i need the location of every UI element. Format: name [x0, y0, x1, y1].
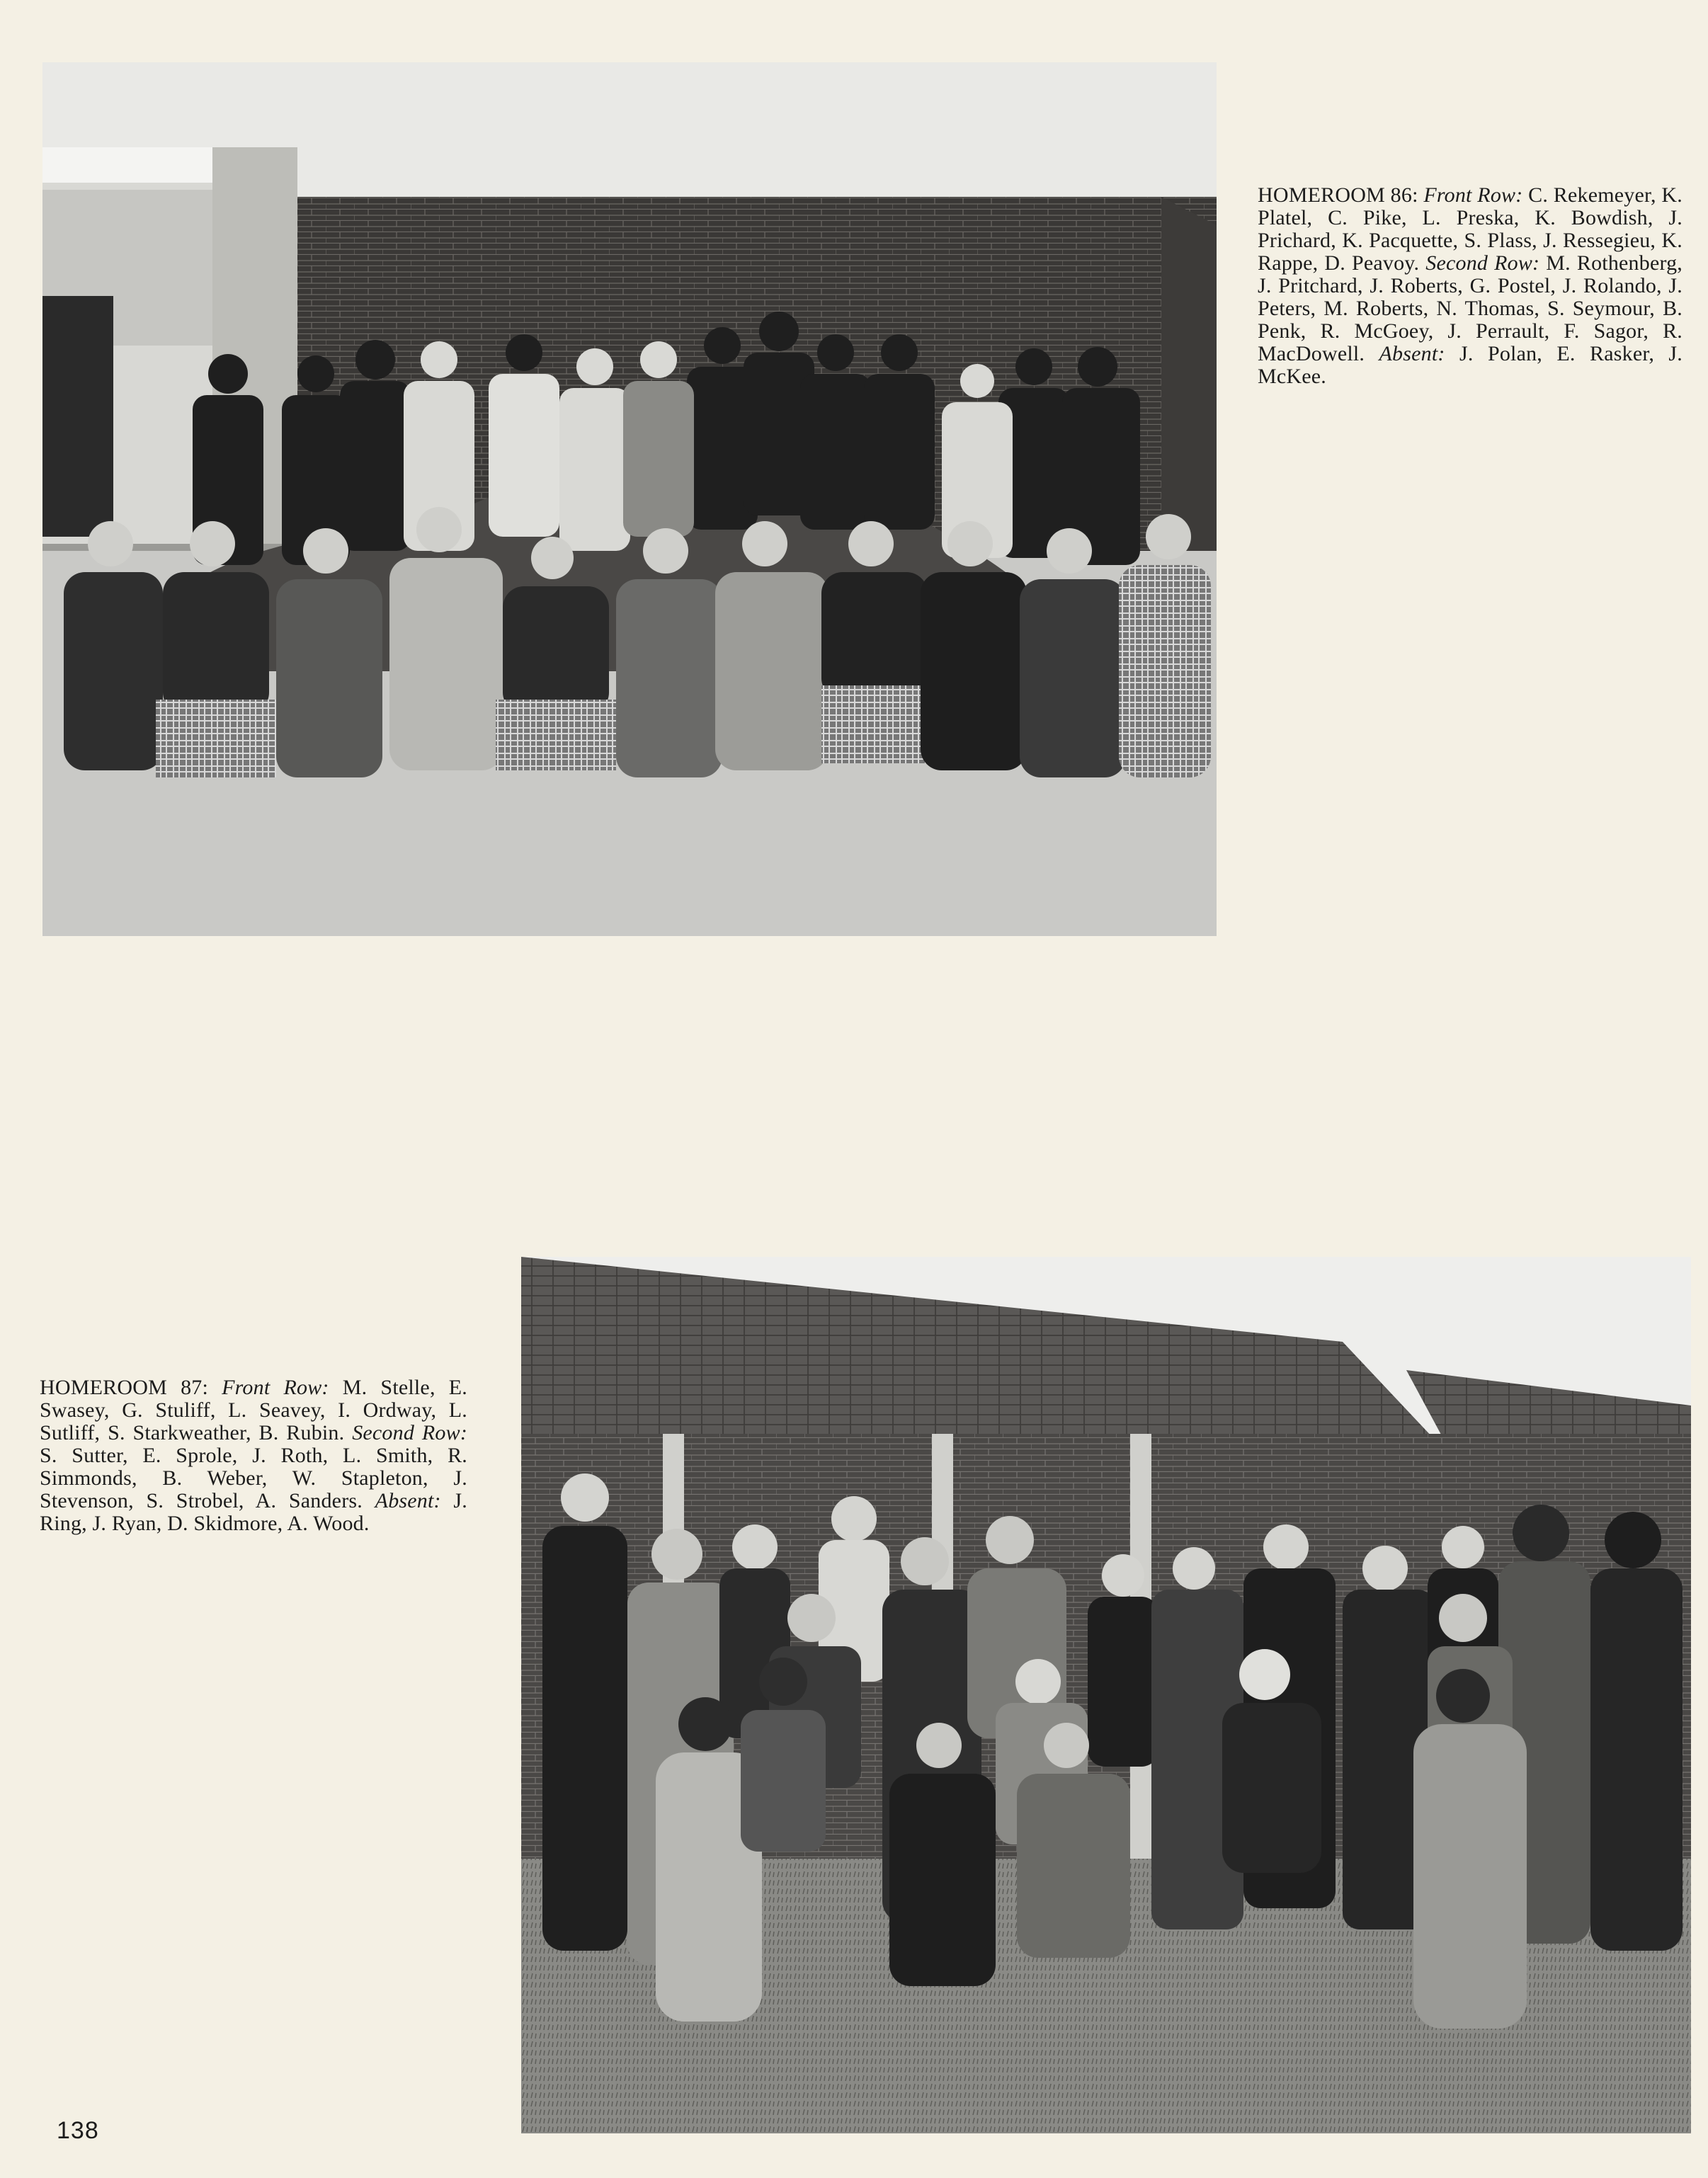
homeroom-87-caption — [40, 1376, 467, 1535]
homeroom-86-photo — [42, 62, 1217, 936]
front-row-label: Front Row: — [222, 1376, 329, 1399]
absent-names: J. Ring, J. Ryan, D. Skidmore, A. Wood. — [40, 1489, 467, 1535]
second-row-label: Second Row: — [1425, 251, 1540, 275]
homeroom-87-photo-art — [521, 1257, 1691, 2133]
second-row-names: S. Sutter, E. Sprole, J. Roth, L. Smith, R. Simmonds, B. Weber, W. Stapleton, J. Stevenson, S. Strobel, A. Sanders. — [40, 1444, 467, 1512]
front-row-names: C. Rekemeyer, K. Platel, C. Pike, L. Preska, K. Bowdish, J. Prichard, K. Pacquette, S. Plass, J. Ressegieu, K. Rappe, D. Peavoy. — [1258, 183, 1683, 275]
second-row-label: Second Row: — [352, 1421, 468, 1444]
absent-names: J. Polan, E. Rasker, J. McKee. — [1258, 342, 1683, 388]
homeroom-87-photo — [521, 1257, 1691, 2133]
homeroom-86-photo-art — [42, 62, 1217, 936]
absent-label: Absent: — [1379, 342, 1445, 365]
caption-heading: HOMEROOM 86: — [1258, 183, 1418, 207]
homeroom-86-caption — [1258, 184, 1683, 388]
second-row-names: M. Rothenberg, J. Pritchard, J. Roberts, G. Postel, J. Rolando, J. Peters, M. Roberts, N. Thomas, S. Seymour, B. Penk, R. McGoey, J. Perrault, F. Sagor, R. MacDowell. — [1258, 251, 1683, 365]
absent-label: Absent: — [375, 1489, 441, 1512]
page-number: 138 — [57, 2117, 99, 2144]
front-row-label: Front Row: — [1423, 183, 1523, 207]
front-row-names: M. Stelle, E. Swasey, G. Stuliff, L. Seavey, I. Ordway, L. Sutliff, S. Starkweather, B. Rubin. — [40, 1376, 467, 1444]
caption-heading: HOMEROOM 87: — [40, 1376, 209, 1399]
